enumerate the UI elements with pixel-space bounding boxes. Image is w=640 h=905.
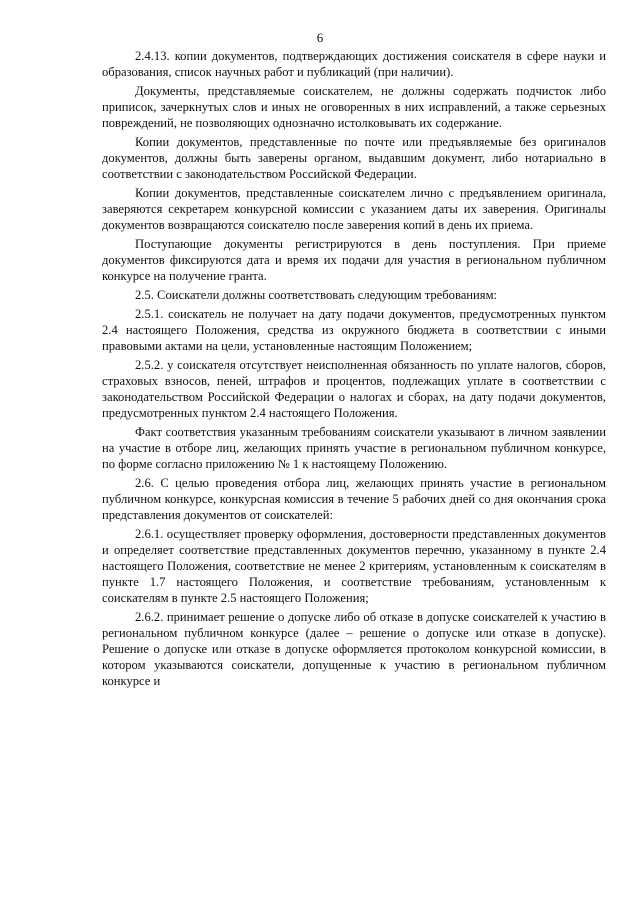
paragraph-copies-in-person: Копии документов, представленные соискателем лично с предъявлением оригинала, заверяются секретарем конкурсной комиссии с указанием даты их заверения. Оригиналы документов возвращаются соискателю после заверения копий в день их приема. [102,186,606,232]
paragraph-2-4-13: 2.4.13. копии документов, подтверждающих достижения соискателя в сфере науки и образования, список научных работ и публикаций (при наличии). [102,49,606,79]
paragraph-2-5: 2.5. Соискатели должны соответствовать следующим требованиям: [135,288,498,302]
paragraph-2-5-1: 2.5.1. соискатель не получает на дату подачи документов, предусмотренных пунктом 2.4 настоящего Положения, средства из окружного бюджета в соответствии с иными правовыми актами на цели, установленные настоящим Положением; [102,307,606,353]
paragraph-2-5-2: 2.5.2. у соискателя отсутствует неисполненная обязанность по уплате налогов, сборов, страховых взносов, пеней, штрафов и процентов, подлежащих уплате в соответствии с законодательством Российской Федерации о налогах и сборах, на дату подачи документов, предусмотренных пунктом 2.4 настоящего Положения. [102,358,606,420]
paragraph-2-6-2: 2.6.2. принимает решение о допуске либо об отказе в допуске соискателей к участию в региональном публичном конкурсе (далее – решение о допуске или отказе в допуске). Решение о допуске или отказе в допуске оформляется протоколом конкурсной комиссии, в котором указываются соискатели, допущенные к участию в региональном публичном конкурсе и [102,610,606,688]
paragraph-2-6: 2.6. С целью проведения отбора лиц, желающих принять участие в региональном публичном конкурсе, конкурсная комиссия в течение 5 рабочих дней со дня окончания срока представления документов от соискателей: [102,476,606,522]
paragraph-compliance-fact: Факт соответствия указанным требованиям соискатели указывают в личном заявлении на участие в отборе лиц, желающих принять участие в региональном публичном конкурсе, по форме согласно приложению № 1 к настоящему Положению. [102,425,606,471]
paragraph-copies-by-mail: Копии документов, представленные по почте или предъявляемые без оригиналов документов, должны быть заверены органом, выдавшим документ, либо нотариально в соответствии с законодательством Российской Федерации. [102,135,606,181]
paragraph-2-6-1: 2.6.1. осуществляет проверку оформления, достоверности представленных документов и определяет соответствие представленных документов перечню, указанному в пункте 2.4 настоящего Положения, соответствие не менее 2 критериям, установленным к соискателям в пункте 1.7 настоящего Положения, и соответствие требованиям, установленным к соискателям в пункте 2.5 настоящего Положения; [102,527,606,605]
page-number: 6 [316,30,324,45]
paragraph-registration: Поступающие документы регистрируются в день поступления. При приеме документов фиксируются дата и время их подачи для участия в региональном публичном конкурсе на получение гранта. [102,237,606,283]
paragraph-documents-requirements: Документы, представляемые соискателем, не должны содержать подчисток либо приписок, зачеркнутых слов и иных не оговоренных в них исправлений, а также серьезных повреждений, не позволяющих однозначно истолковывать их содержание. [102,84,606,130]
document-body [102,48,606,692]
